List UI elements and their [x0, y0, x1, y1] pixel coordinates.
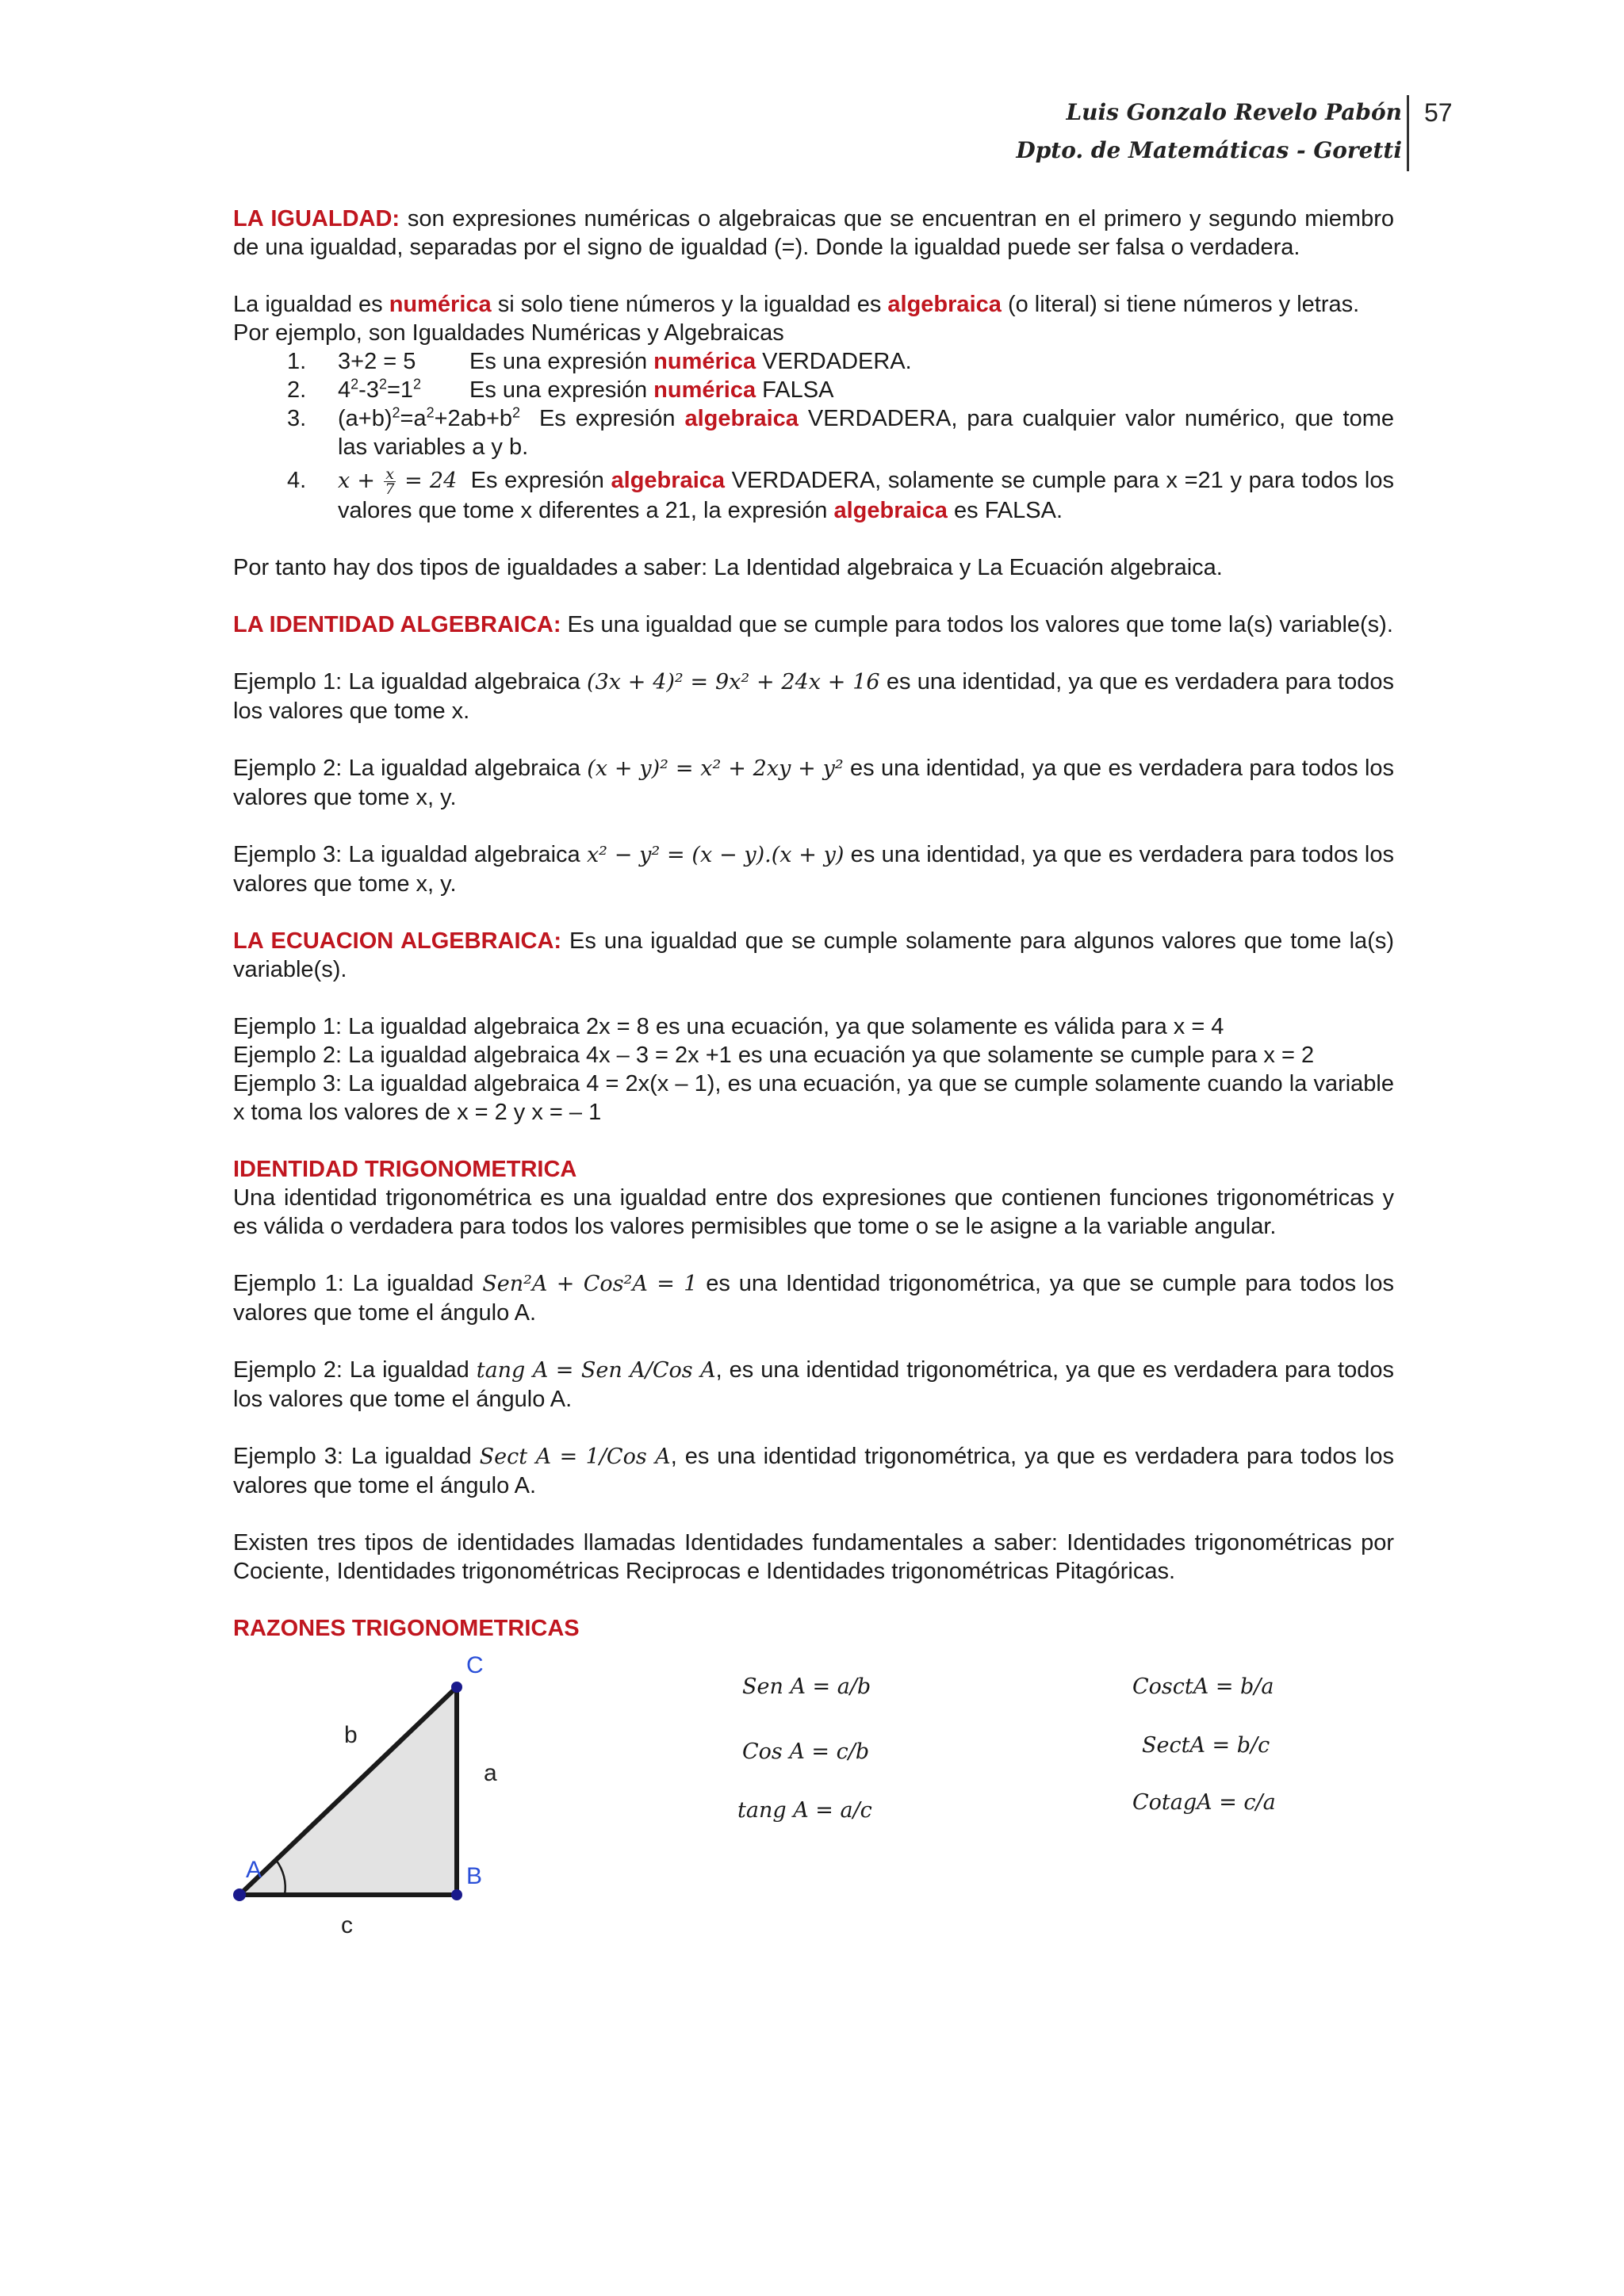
ratio-tang: tang A = a/c: [737, 1798, 872, 1823]
vertex-c-point: [451, 1682, 462, 1693]
right-triangle-diagram: [193, 1647, 638, 1965]
igualdad-types: La igualdad es numérica si solo tiene números y la igualdad es algebraica (o literal) si tiene números y letras.: [233, 292, 1360, 317]
ratio-sen: Sen A = a/b: [742, 1674, 871, 1699]
department-name: Dpto. de Matemáticas - Goretti: [1016, 137, 1402, 163]
ratio-cotag: CotagA = c/a: [1132, 1790, 1276, 1815]
igualdad-conclusion: Por tanto hay dos tipos de igualdades a saber: La Identidad algebraica y La Ecuación algebraica.: [233, 555, 1223, 580]
identidad-example-1: Ejemplo 1: La igualdad algebraica (3x + 4)² = 9x² + 24x + 16 es una identidad, ya que es verdadera para todos los valores que tome x.: [233, 669, 1395, 724]
list-item: 2. $4^2-3^2=1^2$ Es una expresión numérica FALSA: [287, 376, 834, 403]
keyword-algebraica: algebraica: [887, 292, 1002, 317]
vertex-c-label: C: [466, 1652, 484, 1678]
list-item: 4. x + $\frac{x}{7}$ = 24 Es expresión algebraica VERDADERA, solamente se cumple para x =21 y para todos los valores que tome x diferentes a 21, la expresión algebraica es FALSA.: [287, 465, 1395, 523]
ecuacion-example-3: Ejemplo 3: La igualdad algebraica 4 = 2x(x – 1), es una ecuación, ya que se cumple solamente cuando la variable x toma los valores de x = 2 y x = – 1: [233, 1071, 1394, 1125]
vertex-b-label: B: [466, 1863, 483, 1889]
trig-example-1: Ejemplo 1: La igualdad Sen²A + Cos²A = 1 es una Identidad trigonométrica, ya que se cumple para todos los valores que tome el ángulo A.: [233, 1271, 1394, 1326]
page-content: [233, 205, 1394, 1980]
fraction-equation: x + $\frac{x}{7}$ = 24: [338, 465, 458, 498]
ratio-sec: SectA = b/c: [1142, 1733, 1270, 1758]
list-item: 3. $(a+b)^2=a^2+2ab+b^2$ Es expresión algebraica VERDADERA, para cualquier valor numérico, que tome las variables a y b.: [287, 404, 1394, 460]
identidad-example-3: Ejemplo 3: La igualdad algebraica x² − y² = (x − y).(x + y) es una identidad, ya que es verdadera para todos los valores que tome x, y.: [233, 842, 1394, 897]
razones-figure: [233, 1647, 1394, 1980]
side-c-label: c: [341, 1912, 353, 1938]
header-divider: [1407, 95, 1409, 171]
igualdad-definition: LA IGUALDAD: son expresiones numéricas o algebraicas que se encuentran en el primero y segundo miembro de una igualdad, separadas por el signo de igualdad (=). Donde la igualdad puede ser falsa o verdadera.: [233, 206, 1395, 260]
ecuacion-definition: LA ECUACION ALGEBRAICA: Es una igualdad que se cumple solamente para algunos valores que tome la(s) variable(s).: [233, 928, 1395, 982]
list-item: 1. 3+2 = 5 Es una expresión numérica VERDADERA.: [287, 349, 912, 374]
trig-definition: Una identidad trigonométrica es una igualdad entre dos expresiones que contienen funciones trigonométricas y es válida o verdadera para todos los valores permisibles que tome o se le asigne a la variable angular.: [233, 1185, 1394, 1239]
identidad-algebraica-definition: LA IDENTIDAD ALGEBRAICA: Es una igualdad que se cumple para todos los valores que tome la(s) variable(s).: [233, 612, 1393, 637]
ratio-cosec: CosctA = b/a: [1132, 1674, 1274, 1699]
igualdad-examples-list: [233, 347, 1394, 525]
page-number: 57: [1424, 98, 1453, 127]
side-b-label: b: [344, 1722, 358, 1748]
side-a-label: a: [484, 1760, 497, 1786]
ecuacion-example-1: Ejemplo 1: La igualdad algebraica 2x = 8 es una ecuación, ya que solamente es válida para x = 4: [233, 1014, 1224, 1039]
razones-heading: RAZONES TRIGONOMETRICAS: [233, 1616, 580, 1641]
keyword-numerica: numérica: [389, 292, 492, 317]
vertex-b-point: [451, 1889, 462, 1900]
page-header: [1016, 94, 1402, 170]
ecuacion-term: LA ECUACION ALGEBRAICA:: [233, 928, 562, 954]
igualdad-term: LA IGUALDAD:: [233, 206, 400, 232]
igualdad-example-intro: Por ejemplo, son Igualdades Numéricas y Algebraicas: [233, 320, 784, 346]
vertex-a-label: A: [246, 1857, 262, 1883]
trig-heading: IDENTIDAD TRIGONOMETRICA: [233, 1157, 577, 1182]
author-name: Luis Gonzalo Revelo Pabón: [1066, 99, 1402, 125]
vertex-a-point: [233, 1888, 246, 1901]
trig-types: Existen tres tipos de identidades llamadas Identidades fundamentales a saber: Identidades trigonométricas por Cociente, Identidades trigonométricas Reciprocas e Identidades trigonométricas Pitagóricas.: [233, 1530, 1394, 1584]
ratio-cos: Cos A = c/b: [742, 1739, 870, 1764]
trig-example-3: Ejemplo 3: La igualdad Sect A = 1/Cos A, es una identidad trigonométrica, ya que es verdadera para todos los valores que tome el ángulo A.: [233, 1444, 1394, 1498]
trig-example-2: Ejemplo 2: La igualdad tang A = Sen A/Cos A, es una identidad trigonométrica, ya que es verdadera para todos los valores que tome el ángulo A.: [233, 1357, 1394, 1412]
identidad-algebraica-term: LA IDENTIDAD ALGEBRAICA:: [233, 612, 561, 637]
ecuacion-example-2: Ejemplo 2: La igualdad algebraica 4x – 3 = 2x +1 es una ecuación ya que solamente se cumple para x = 2: [233, 1043, 1315, 1068]
identidad-example-2: Ejemplo 2: La igualdad algebraica (x + y)² = x² + 2xy + y² es una identidad, ya que es verdadera para todos los valores que tome x, y.: [233, 756, 1395, 810]
